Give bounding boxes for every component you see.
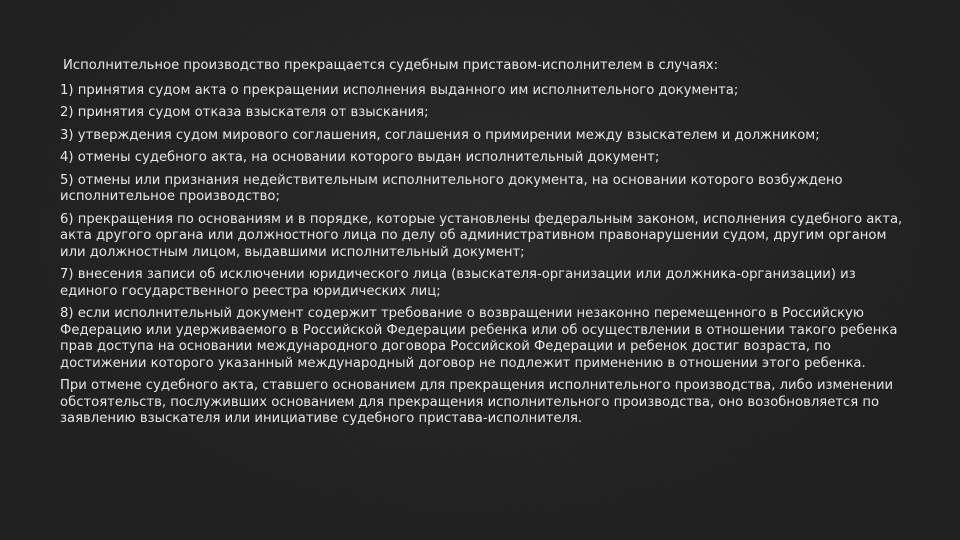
list-item: 7) внесения записи об исключении юридического лица (взыскателя-организации или должника-организации) из единого государственного реестра юридических лиц;	[60, 267, 856, 299]
list-item: 3) утверждения судом мирового соглашения, соглашения о примирении между взыскателем и должником;	[60, 127, 820, 143]
list-item: 8) если исполнительный документ содержит требование о возвращении незаконно перемещенного в Российскую Федерацию или удерживаемого в Российской Федерации ребенка или об осуществлении в отношении такого ребенка прав доступа на основании международного договора Российской Федерации и ребенок достиг возраста, по достижении которого указанный международный договор не подлежит применению в отношении этого ребенка.	[60, 306, 898, 371]
list-item: 4) отмены судебного акта, на основании которого выдан исполнительный документ;	[60, 150, 660, 165]
list-item: 5) отмены или признания недействительным исполнительного документа, на основании которого возбуждено исполнительное производство;	[60, 172, 843, 204]
list-item: 2) принятия судом отказа взыскателя от взыскания;	[60, 105, 429, 120]
intro-text: Исполнительное производство прекращается судебным приставом-исполнителем в случаях:	[63, 58, 719, 73]
closing-text: При отмене судебного акта, ставшего основанием для прекращения исполнительного производства, либо изменении обстоятельств, послуживших основанием для прекращения исполнительного производства, оно возобновляется по заявлению взыскателя или инициативе судебного пристава-исполнителя.	[60, 378, 894, 426]
slide-content	[60, 58, 910, 428]
list-item: 6) прекращения по основаниям и в порядке, которые установлены федеральным законом, исполнения судебного акта, акта другого органа или должностного лица по делу об административном правонарушении судом, другим органом или должностным лицом, выдавшими исполнительный документ;	[60, 211, 903, 260]
list-item: 1) принятия судом акта о прекращении исполнения выданного им исполнительного документа;	[60, 82, 739, 98]
